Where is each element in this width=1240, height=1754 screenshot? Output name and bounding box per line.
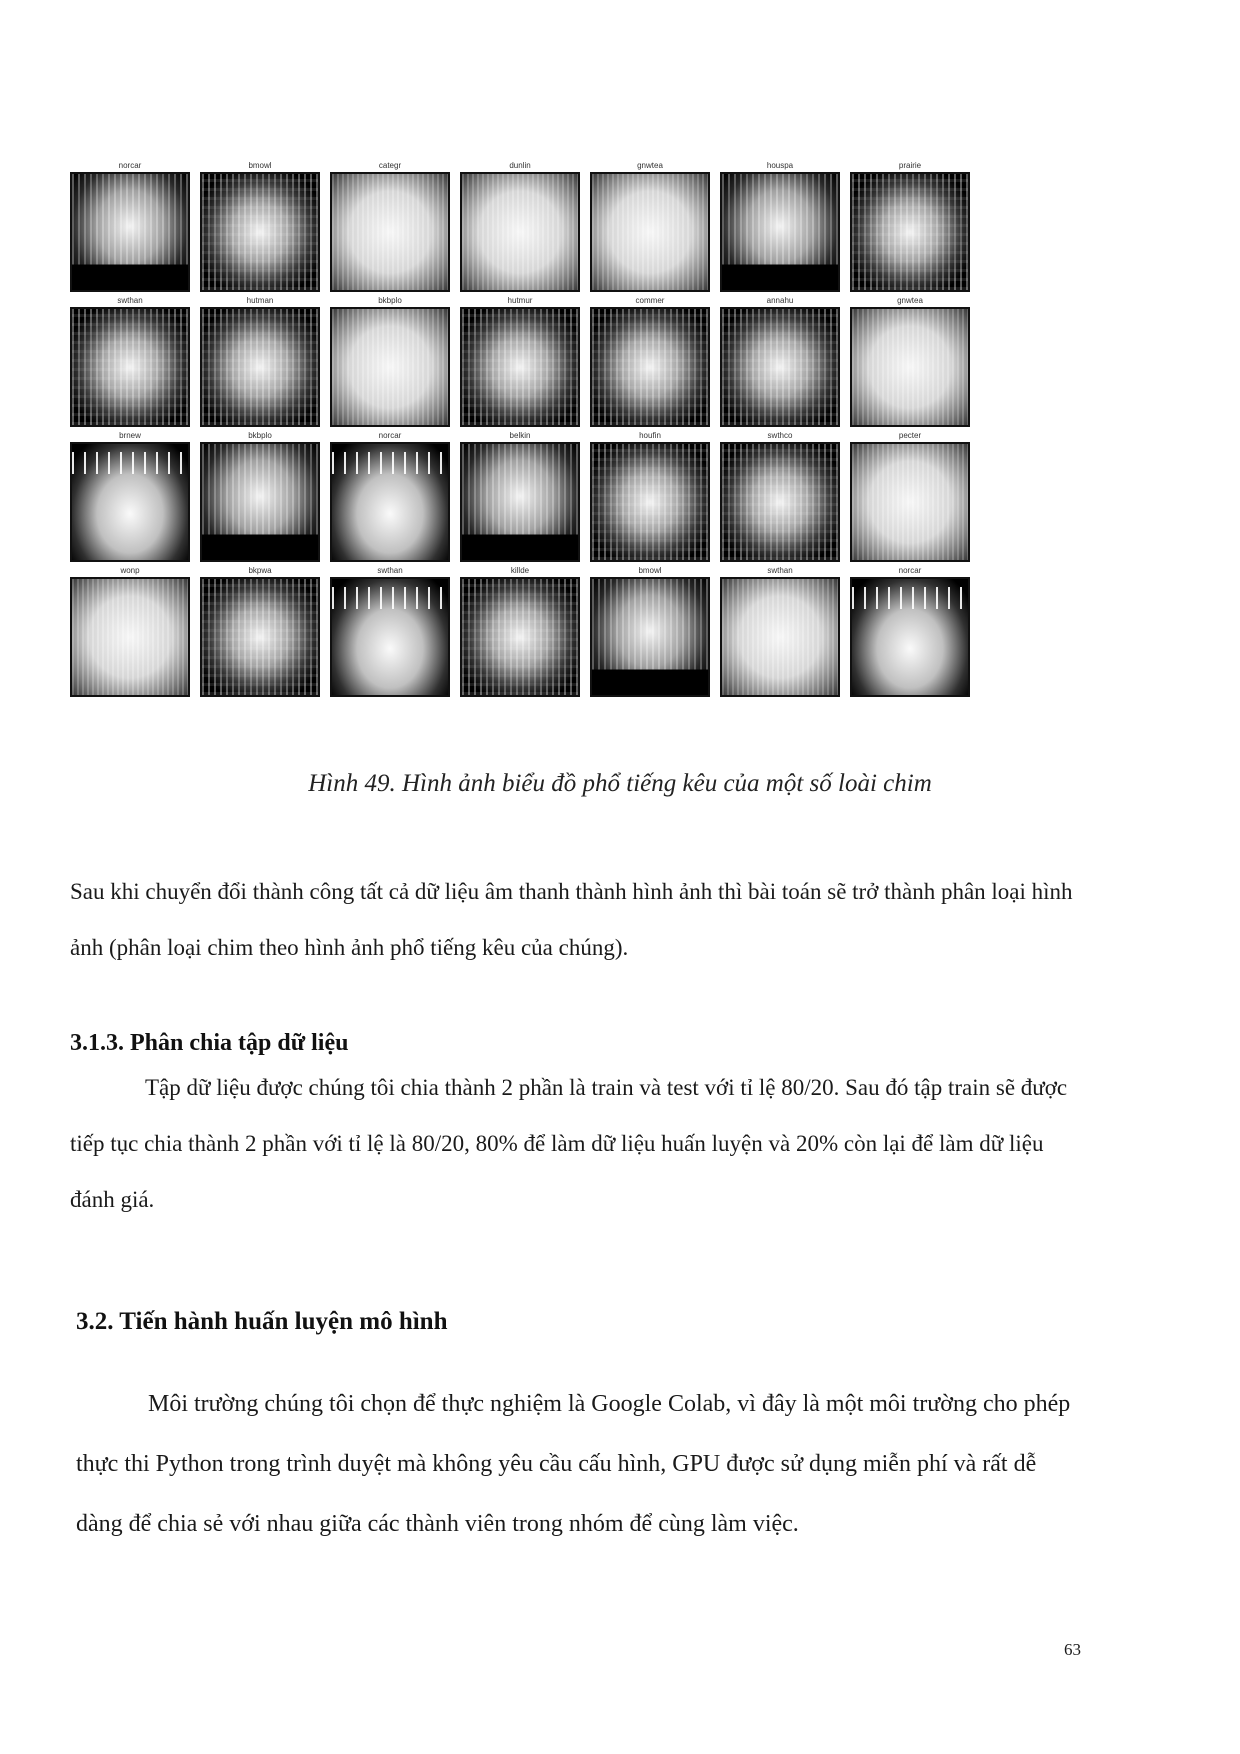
- spectrogram-label: dunlin: [509, 161, 531, 170]
- spectrogram-image: [720, 307, 840, 427]
- spectrogram-tile: [330, 160, 450, 292]
- spectrogram-tile: [590, 295, 710, 427]
- spectrogram-image: [200, 172, 320, 292]
- spectrogram-image: [330, 442, 450, 562]
- spectrogram-tile: [590, 565, 710, 697]
- figure-caption: Hình 49. Hình ảnh biểu đồ phổ tiếng kêu của một số loài chim: [308, 770, 932, 797]
- spectrogram-tile: [330, 430, 450, 562]
- spectrogram-label: prairie: [898, 161, 922, 170]
- spectrogram-label: brnew: [119, 431, 141, 440]
- spectrogram-image: [70, 577, 190, 697]
- spectrogram-image: [850, 577, 970, 697]
- spectrogram-image: [460, 442, 580, 562]
- spectrogram-tile: [70, 565, 190, 697]
- spectrogram-image: [590, 442, 710, 562]
- spectrogram-image: [330, 307, 450, 427]
- spectrogram-label: wonp: [120, 566, 140, 575]
- spectrogram-label: belkin: [509, 431, 531, 440]
- spectrogram-tile: [850, 295, 970, 427]
- spectrogram-label: bkpwa: [248, 566, 272, 575]
- paragraph-data-split: Tập dữ liệu được chúng tôi chia thành 2 phần là train và test với tỉ lệ 80/20. Sau đó tập train sẽ được tiếp tục chia thành 2 phần với tỉ lệ là 80/20, 80% để làm dữ liệu huấn luyện và 20% còn lại để làm dữ liệu đánh giá.: [70, 1075, 1068, 1212]
- spectrogram-label: norcar: [378, 431, 402, 440]
- spectrogram-label: swthco: [767, 431, 793, 440]
- spectrogram-image: [720, 577, 840, 697]
- spectrogram-tile: [460, 295, 580, 427]
- spectrogram-label: hutman: [246, 296, 274, 305]
- spectrogram-tile: [330, 565, 450, 697]
- spectrogram-tile: [200, 160, 320, 292]
- spectrogram-label: commer: [635, 296, 665, 305]
- spectrogram-label: bkbplo: [378, 296, 402, 305]
- spectrogram-image: [590, 307, 710, 427]
- spectrogram-image: [460, 307, 580, 427]
- spectrogram-tile: [720, 430, 840, 562]
- spectrogram-image: [720, 442, 840, 562]
- spectrogram-tile: [720, 565, 840, 697]
- spectrogram-label: pecter: [898, 431, 922, 440]
- spectrogram-image: [850, 172, 970, 292]
- spectrogram-image: [850, 307, 970, 427]
- spectrogram-image: [330, 577, 450, 697]
- paragraph-environment: Môi trường chúng tôi chọn để thực nghiệm là Google Colab, vì đây là một môi trường cho phép thực thi Python trong trình duyệt mà không yêu cầu cấu hình, GPU được sử dụng miễn phí và rất dễ dàng để chia sẻ với nhau giữa các thành viên trong nhóm để cùng làm việc.: [76, 1391, 1071, 1537]
- spectrogram-image: [330, 172, 450, 292]
- spectrogram-label: houspa: [766, 161, 794, 170]
- page-number: 63: [1064, 1640, 1081, 1659]
- spectrogram-label: gnwtea: [637, 161, 663, 170]
- spectrogram-tile: [200, 295, 320, 427]
- spectrogram-tile: [70, 430, 190, 562]
- spectrogram-image: [200, 307, 320, 427]
- spectrogram-label: bkbplo: [248, 431, 272, 440]
- spectrogram-label: bmowl: [638, 566, 662, 575]
- spectrogram-label: bmowl: [248, 161, 272, 170]
- spectrogram-tile: [850, 565, 970, 697]
- spectrogram-image: [850, 442, 970, 562]
- paragraph-conversion: Sau khi chuyển đổi thành công tất cả dữ liệu âm thanh thành hình ảnh thì bài toán sẽ trở thành phân loại hình ảnh (phân loại chim theo hình ảnh phổ tiếng kêu của chúng).: [70, 879, 1073, 960]
- spectrogram-tile: [70, 160, 190, 292]
- spectrogram-image: [590, 577, 710, 697]
- spectrogram-image: [590, 172, 710, 292]
- spectrogram-label: gnwtea: [897, 296, 923, 305]
- spectrogram-label: houfin: [639, 431, 661, 440]
- spectrogram-tile: [590, 430, 710, 562]
- spectrogram-image: [200, 442, 320, 562]
- spectrogram-label: categr: [378, 161, 402, 170]
- spectrogram-image: [70, 307, 190, 427]
- spectrogram-tile: [200, 430, 320, 562]
- spectrogram-tile: [720, 295, 840, 427]
- spectrogram-label: norcar: [898, 566, 922, 575]
- spectrogram-label: annahu: [766, 296, 794, 305]
- spectrogram-label: killde: [510, 566, 530, 575]
- spectrogram-figure: [70, 160, 1080, 760]
- spectrogram-image: [460, 172, 580, 292]
- spectrogram-image: [460, 577, 580, 697]
- spectrogram-tile: [850, 160, 970, 292]
- spectrogram-image: [200, 577, 320, 697]
- spectrogram-label: norcar: [118, 161, 142, 170]
- spectrogram-tile: [590, 160, 710, 292]
- spectrogram-label: hutmur: [507, 296, 533, 305]
- spectrogram-tile: [200, 565, 320, 697]
- spectrogram-tile: [720, 160, 840, 292]
- section-heading-3-1-3: 3.1.3. Phân chia tập dữ liệu: [70, 1030, 349, 1056]
- spectrogram-tile: [460, 160, 580, 292]
- spectrogram-label: swthan: [117, 296, 143, 305]
- spectrogram-label: swthan: [767, 566, 793, 575]
- spectrogram-tile: [460, 430, 580, 562]
- spectrogram-image: [70, 442, 190, 562]
- spectrogram-tile: [850, 430, 970, 562]
- spectrogram-image: [720, 172, 840, 292]
- spectrogram-image: [70, 172, 190, 292]
- spectrogram-label: swthan: [377, 566, 403, 575]
- spectrogram-tile: [70, 295, 190, 427]
- spectrogram-tile: [330, 295, 450, 427]
- spectrogram-tile: [460, 565, 580, 697]
- section-heading-3-2: 3.2. Tiến hành huấn luyện mô hình: [76, 1308, 448, 1335]
